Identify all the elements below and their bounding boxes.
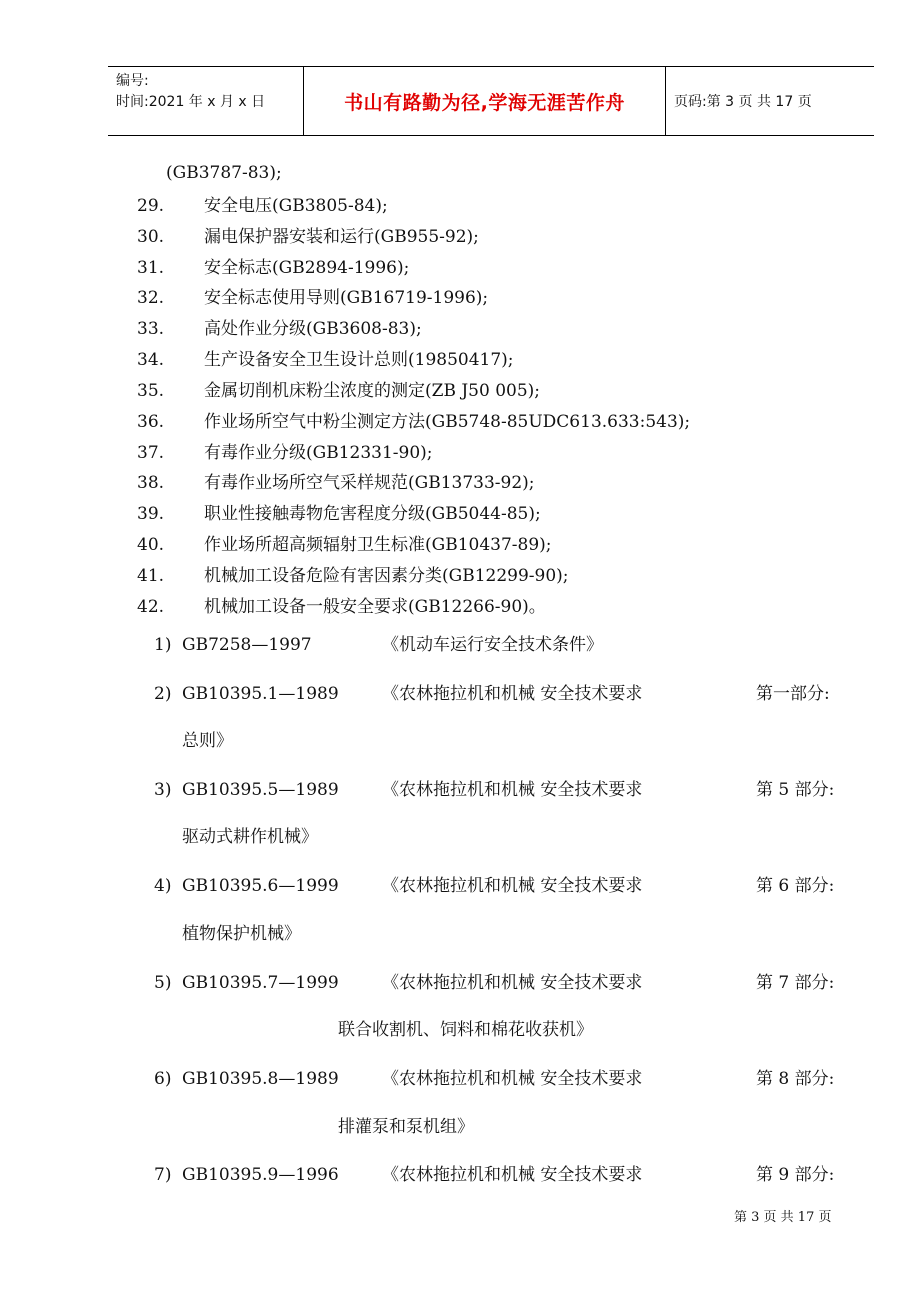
standard-continuation: 驱动式耕作机械》: [182, 827, 318, 847]
standard-label: 7): [154, 1165, 172, 1185]
standard-title: 《农林拖拉机和机械 安全技术要求: [382, 973, 643, 993]
item-number: 34.: [137, 350, 165, 370]
item-text: 安全电压(GB3805-84);: [204, 196, 388, 216]
standard-part: 第 6 部分:: [756, 876, 835, 896]
standard-label: 1): [154, 635, 172, 655]
standard-code: GB10395.5—1989: [182, 780, 339, 800]
item-text: 金属切削机床粉尘浓度的测定(ZB J50 005);: [204, 381, 540, 401]
item-text: 漏电保护器安装和运行(GB955-92);: [204, 227, 479, 247]
item-text: 职业性接触毒物危害程度分级(GB5044-85);: [204, 504, 541, 524]
page-header: [108, 66, 874, 136]
header-page-label: 页码:第 3 页 共 17 页: [674, 94, 812, 110]
time-label: 时间:2021 年 x 月 x 日: [116, 94, 266, 110]
item-text: 有毒作业场所空气采样规范(GB13733-92);: [204, 473, 535, 493]
standard-title: 《农林拖拉机和机械 安全技术要求: [382, 1165, 643, 1185]
continuation-line: (GB3787-83);: [166, 163, 282, 183]
standard-code: GB10395.7—1999: [182, 973, 339, 993]
item-number: 29.: [137, 196, 165, 216]
item-text: 安全标志使用导则(GB16719-1996);: [204, 288, 489, 308]
standard-part: 第 8 部分:: [756, 1069, 835, 1089]
item-number: 40.: [137, 535, 165, 555]
item-number: 33.: [137, 319, 165, 339]
item-text: 生产设备安全卫生设计总则(19850417);: [204, 350, 514, 370]
code-label: 编号:: [116, 73, 149, 89]
item-text: 作业场所超高频辐射卫生标准(GB10437-89);: [204, 535, 552, 555]
header-meta: [108, 67, 304, 135]
page-footer: 第 3 页 共 17 页: [734, 1210, 832, 1225]
item-text: 有毒作业分级(GB12331-90);: [204, 443, 433, 463]
standard-label: 3): [154, 780, 172, 800]
item-text: 机械加工设备一般安全要求(GB12266-90)。: [204, 597, 546, 617]
standard-continuation: 排灌泵和泵机组》: [338, 1117, 474, 1137]
standard-label: 6): [154, 1069, 172, 1089]
standard-code: GB10395.6—1999: [182, 876, 339, 896]
standard-title: 《农林拖拉机和机械 安全技术要求: [382, 1069, 643, 1089]
item-text: 作业场所空气中粉尘测定方法(GB5748-85UDC613.633:543);: [204, 412, 691, 432]
standard-part: 第一部分:: [756, 684, 830, 704]
standard-code: GB7258—1997: [182, 635, 312, 655]
item-number: 42.: [137, 597, 165, 617]
standard-title: 《农林拖拉机和机械 安全技术要求: [382, 876, 643, 896]
header-motto: 书山有路勤为径,学海无涯苦作舟: [304, 67, 666, 135]
standard-continuation: 总则》: [182, 731, 233, 751]
standard-part: 第 7 部分:: [756, 973, 835, 993]
item-number: 35.: [137, 381, 165, 401]
standard-continuation: 植物保护机械》: [182, 924, 301, 944]
standard-code: GB10395.1—1989: [182, 684, 339, 704]
item-number: 41.: [137, 566, 165, 586]
standard-part: 第 5 部分:: [756, 780, 835, 800]
item-number: 32.: [137, 288, 165, 308]
standard-code: GB10395.9—1996: [182, 1165, 339, 1185]
standard-label: 4): [154, 876, 172, 896]
item-number: 31.: [137, 258, 165, 278]
item-text: 安全标志(GB2894-1996);: [204, 258, 410, 278]
item-number: 38.: [137, 473, 165, 493]
item-number: 36.: [137, 412, 165, 432]
standard-title: 《机动车运行安全技术条件》: [382, 635, 603, 655]
standard-label: 5): [154, 973, 172, 993]
item-number: 37.: [137, 443, 165, 463]
standard-part: 第 9 部分:: [756, 1165, 835, 1185]
standard-label: 2): [154, 684, 172, 704]
standard-title: 《农林拖拉机和机械 安全技术要求: [382, 780, 643, 800]
standard-title: 《农林拖拉机和机械 安全技术要求: [382, 684, 643, 704]
item-text: 高处作业分级(GB3608-83);: [204, 319, 422, 339]
standard-continuation: 联合收割机、饲料和棉花收获机》: [338, 1020, 593, 1040]
item-number: 39.: [137, 504, 165, 524]
item-text: 机械加工设备危险有害因素分类(GB12299-90);: [204, 566, 569, 586]
standard-code: GB10395.8—1989: [182, 1069, 339, 1089]
item-number: 30.: [137, 227, 165, 247]
